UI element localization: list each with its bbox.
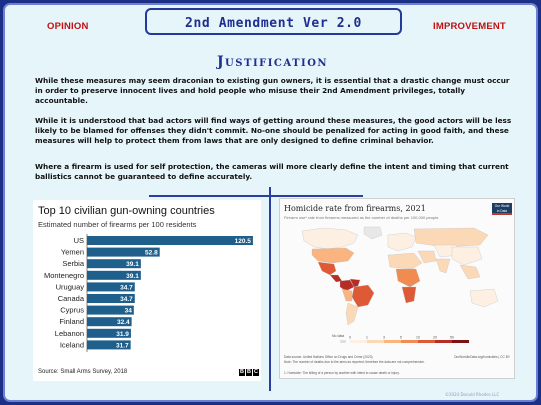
map-footer-url: OurWorldInData.org/homicides | CC BY bbox=[453, 355, 510, 359]
section-title: Justification bbox=[216, 54, 329, 70]
map-region-argentina bbox=[346, 303, 358, 325]
bar-category-label: Yemen bbox=[60, 247, 84, 257]
world-map bbox=[284, 225, 512, 331]
legend-tick-label: 50 bbox=[450, 335, 454, 340]
paragraph-3: Where a firearm is used for self protection, the cameras will more clearly define the intent and timing that current ballistics cannot be guaranteed to define accurately. bbox=[35, 162, 509, 181]
header bbox=[5, 5, 538, 49]
bar-category-label: US bbox=[73, 236, 84, 245]
legend-swatch bbox=[435, 340, 452, 343]
map-region-peru bbox=[342, 289, 352, 301]
legend-swatch bbox=[384, 340, 401, 343]
bar-value-label: 52.8 bbox=[145, 249, 158, 257]
legend-no-data-label: No data bbox=[332, 334, 345, 338]
bbc-logo-letter: B bbox=[247, 369, 251, 375]
bar-value-label: 120.5 bbox=[234, 238, 251, 245]
bar-category-label: Iceland bbox=[59, 340, 84, 350]
legend-swatch bbox=[418, 340, 435, 343]
legend-tick-label: 1 bbox=[366, 335, 368, 340]
bar-category-label: Cyprus bbox=[60, 305, 84, 315]
map-region-canada bbox=[302, 228, 358, 249]
content-frame bbox=[3, 3, 538, 402]
map-footer-source: Data source: United Nations Office on Drugs and Crime (2023) bbox=[284, 355, 373, 359]
map-region-north-africa bbox=[388, 253, 422, 269]
bar-chart-svg bbox=[33, 232, 261, 368]
homicide-map-panel bbox=[279, 198, 515, 379]
bar-value-label: 34 bbox=[124, 307, 132, 315]
bar bbox=[87, 236, 253, 245]
improvement-tab[interactable]: IMPROVEMENT bbox=[433, 21, 506, 32]
bar-category-label: Montenegro bbox=[43, 270, 84, 280]
chart-source: Source: Small Arms Survey, 2018 bbox=[38, 369, 128, 375]
paragraph-1: While these measures may seem draconian to existing gun owners, it is essential that a drastic change must occur in order to preserve innocent lives and hold people who misuse their 2nd Amendment privileges, totally accountable. bbox=[35, 76, 510, 105]
map-region-mexico bbox=[318, 262, 336, 275]
bar-value-label: 31.7 bbox=[115, 342, 129, 350]
legend-no-data-swatch bbox=[340, 340, 346, 343]
legend-swatch bbox=[367, 340, 384, 343]
title-box bbox=[145, 8, 402, 35]
map-region-russia bbox=[414, 228, 488, 247]
map-region-india bbox=[436, 259, 450, 273]
legend-tick-label: 0 bbox=[349, 335, 351, 340]
legend-tick-label: 5 bbox=[400, 335, 402, 340]
bbc-logo bbox=[239, 369, 259, 376]
legend-tick-label: 20 bbox=[433, 335, 437, 340]
horizontal-divider bbox=[149, 195, 363, 197]
legend-tick-label: 10 bbox=[416, 335, 420, 340]
owid-logo bbox=[492, 203, 512, 215]
map-title: Homicide rate from firearms, 2021 bbox=[284, 204, 426, 213]
bar-category-label: Canada bbox=[57, 294, 84, 303]
bbc-logo-letter: B bbox=[240, 369, 244, 375]
bbc-logo-letter: C bbox=[254, 369, 258, 375]
bar-category-label: Serbia bbox=[62, 259, 84, 269]
legend-swatch bbox=[350, 340, 367, 343]
owid-logo-line: in Data bbox=[496, 209, 508, 213]
opinion-tab[interactable]: OPINION bbox=[47, 21, 89, 32]
bar-value-label: 31.9 bbox=[116, 330, 129, 338]
legend-swatch bbox=[452, 340, 469, 343]
bar-category-label: Lebanon bbox=[54, 328, 84, 338]
chart-subtitle: Estimated number of firearms per 100 residents bbox=[38, 220, 197, 229]
map-footer-definition: 1. Homicide: The killing of a person by another with intent to cause death or injury. bbox=[284, 371, 400, 375]
bar-value-label: 39.1 bbox=[126, 261, 139, 269]
bar-value-label: 34.7 bbox=[120, 284, 133, 292]
bar-category-label: Finland bbox=[59, 317, 84, 327]
map-region-south-africa bbox=[402, 287, 416, 303]
map-region-australia bbox=[470, 289, 498, 307]
map-region-central-africa bbox=[396, 269, 420, 287]
map-region-usa bbox=[312, 248, 354, 263]
chart-title: Top 10 civilian gun-owning countries bbox=[38, 205, 215, 217]
map-region-greenland bbox=[364, 227, 382, 239]
map-legend bbox=[340, 335, 470, 351]
map-region-europe bbox=[388, 233, 416, 251]
page-title: 2nd Amendment Ver 2.0 bbox=[185, 16, 362, 31]
paragraph-2: While it is understood that bad actors will find ways of getting around these measures, the good actors will be less likely to be blamed for offenses they didn't commit. No-one should be penalized for acting in good faith, and these measures will help to protect them from laws that are only designed to define criminal behavior. bbox=[35, 116, 512, 145]
map-region-brazil bbox=[352, 285, 374, 307]
bar-value-label: 39.1 bbox=[126, 272, 139, 280]
bar-category-label: Uruguay bbox=[55, 282, 84, 292]
legend-tick-label: 3 bbox=[383, 335, 385, 340]
map-region-china bbox=[452, 247, 482, 265]
map-footer-note: Note: The number of deaths due to fire arms as reported; therefore the data are not comprehensive. bbox=[284, 360, 425, 364]
owid-logo-line: Our World bbox=[494, 204, 510, 208]
copyright: ©2024 Donald Rhodes LLC bbox=[445, 392, 500, 397]
bar-value-label: 32.4 bbox=[116, 319, 130, 327]
bar-value-label: 34.7 bbox=[120, 296, 133, 303]
vertical-divider bbox=[269, 187, 271, 391]
map-region-southeast-asia bbox=[460, 265, 480, 279]
gun-ownership-chart bbox=[33, 200, 261, 381]
legend-swatch bbox=[401, 340, 418, 343]
map-subtitle: Firearm use* rate from firearms measured as the number of deaths per 100,000 people. bbox=[284, 215, 440, 220]
